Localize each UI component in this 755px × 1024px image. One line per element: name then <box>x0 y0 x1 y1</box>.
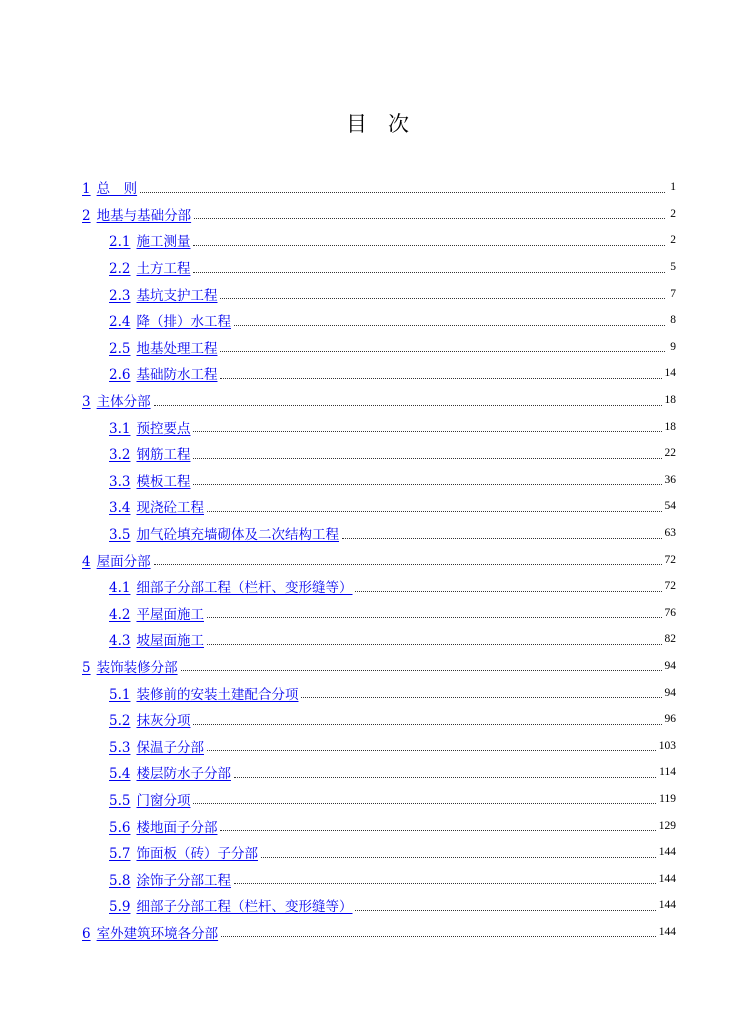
toc-entry <box>82 573 676 600</box>
toc-entry-label: 基坑支护工程 <box>136 287 218 304</box>
toc-entry-link[interactable] <box>109 417 190 437</box>
toc-entry-label: 保温子分部 <box>136 739 204 756</box>
toc-entry-number: 3 <box>82 394 91 411</box>
toc-dot-leader <box>355 579 661 592</box>
toc-page-number: 144 <box>658 846 676 859</box>
toc-dot-leader <box>220 818 655 831</box>
toc-dot-leader <box>234 313 665 326</box>
toc-entry-label: 屋面分部 <box>96 553 151 570</box>
toc-page-number: 14 <box>664 367 676 380</box>
toc-entry-number: 2.3 <box>109 287 131 304</box>
toc-entry-label: 地基处理工程 <box>136 340 218 357</box>
toc-entry <box>82 493 676 520</box>
toc-page-number: 18 <box>664 394 676 407</box>
toc-entry-label: 基础防水工程 <box>136 367 218 384</box>
toc-page-number: 72 <box>664 580 676 593</box>
toc-entry <box>82 759 676 786</box>
toc-entry-link[interactable] <box>109 736 204 756</box>
toc-entry-number: 5.3 <box>109 739 131 756</box>
toc-entry-label: 土方工程 <box>136 261 191 278</box>
toc-entry <box>82 653 676 680</box>
toc-page-number: 7 <box>670 287 676 300</box>
toc-dot-leader <box>154 552 662 565</box>
toc-entry-label: 细部子分部工程（栏杆、变形缝等） <box>136 580 353 597</box>
toc-entry-link[interactable] <box>82 177 137 197</box>
toc-entry-label: 钢筋工程 <box>136 447 191 464</box>
toc-entry-label: 降（排）水工程 <box>136 314 231 331</box>
toc-entry <box>82 679 676 706</box>
toc-entry <box>82 865 676 892</box>
toc-entry-link[interactable] <box>109 310 231 330</box>
toc-page-number: 94 <box>664 686 676 699</box>
toc-entry-number: 3.5 <box>109 527 131 544</box>
toc-entry-number: 5.9 <box>109 899 131 916</box>
toc-entry-link[interactable] <box>109 895 352 915</box>
toc-entry-number: 2 <box>82 207 91 224</box>
toc-entry-link[interactable] <box>109 576 352 596</box>
toc-entry-number: 5.5 <box>109 792 131 809</box>
toc-dot-leader <box>234 871 656 884</box>
toc-entry-number: 3.1 <box>109 420 131 437</box>
toc-entry <box>82 546 676 573</box>
toc-entry-link[interactable] <box>109 470 190 490</box>
toc-page-number: 82 <box>664 633 676 646</box>
toc-dot-leader <box>220 286 665 299</box>
toc-entry <box>82 334 676 361</box>
toc-entry <box>82 732 676 759</box>
toc-entry-label: 楼地面子分部 <box>136 819 218 836</box>
toc-entry <box>82 440 676 467</box>
toc-page-number: 1 <box>670 181 676 194</box>
toc-entry-link[interactable] <box>109 709 190 729</box>
toc-entry <box>82 307 676 334</box>
toc-entry-link[interactable] <box>109 363 217 383</box>
toc-entry-link[interactable] <box>109 789 190 809</box>
toc-entry <box>82 413 676 440</box>
toc-dot-leader <box>193 233 665 246</box>
toc-entry-link[interactable] <box>82 656 178 676</box>
toc-dot-leader <box>234 765 656 778</box>
toc-entry-number: 2.1 <box>109 234 131 251</box>
toc-entry-link[interactable] <box>109 603 204 623</box>
toc-page-number: 94 <box>664 659 676 672</box>
toc-page-number: 144 <box>658 925 676 938</box>
toc-entry <box>82 812 676 839</box>
toc-page-number: 96 <box>664 713 676 726</box>
toc-entry-label: 装修前的安装土建配合分项 <box>136 686 299 703</box>
toc-dot-leader <box>221 924 656 937</box>
toc-dot-leader <box>207 738 656 751</box>
toc-entry-number: 5.6 <box>109 819 131 836</box>
toc-page-number: 36 <box>664 473 676 486</box>
toc-dot-leader <box>193 446 661 459</box>
toc-dot-leader <box>220 339 665 352</box>
toc-entry-label: 细部子分部工程（栏杆、变形缝等） <box>136 899 353 916</box>
toc-page-number: 63 <box>664 527 676 540</box>
toc-entry <box>82 467 676 494</box>
toc-entry <box>82 254 676 281</box>
toc-page-number: 8 <box>670 314 676 327</box>
toc-entry-label: 总 则 <box>96 181 138 198</box>
toc-entry-label: 楼层防水子分部 <box>136 766 231 783</box>
toc-entry <box>82 174 676 201</box>
toc-page-number: 76 <box>664 606 676 619</box>
toc-entry-link[interactable] <box>82 922 218 942</box>
toc-entry-number: 2.6 <box>109 367 131 384</box>
toc-entry <box>82 839 676 866</box>
toc-dot-leader <box>342 526 662 539</box>
toc-page-number: 114 <box>659 766 676 779</box>
toc-dot-leader <box>207 605 662 618</box>
toc-page-number: 18 <box>664 420 676 433</box>
toc-entry-link[interactable] <box>109 869 231 889</box>
toc-entry-number: 4.2 <box>109 606 131 623</box>
toc-dot-leader <box>193 472 661 485</box>
toc-page-number: 9 <box>670 340 676 353</box>
toc-dot-leader <box>194 206 665 219</box>
toc-entry-number: 4.3 <box>109 633 131 650</box>
toc-entry-label: 模板工程 <box>136 473 191 490</box>
toc-entry-label: 预控要点 <box>136 420 191 437</box>
toc-entry-link[interactable] <box>109 523 339 543</box>
toc-entry-label: 现浇砼工程 <box>136 500 204 517</box>
toc-entry-number: 3.4 <box>109 500 131 517</box>
toc-entry <box>82 227 676 254</box>
toc-dot-leader <box>193 419 661 432</box>
toc-entry-number: 5 <box>82 659 91 676</box>
toc-entry-number: 3.3 <box>109 473 131 490</box>
toc-entry <box>82 919 676 946</box>
toc-entry-link[interactable] <box>109 443 190 463</box>
toc-entry-label: 抹灰分项 <box>136 713 191 730</box>
toc-entry-number: 2.5 <box>109 340 131 357</box>
toc-entry-link[interactable] <box>82 390 151 410</box>
toc-dot-leader <box>207 632 662 645</box>
toc-entry-number: 5.2 <box>109 713 131 730</box>
toc-entry-number: 4.1 <box>109 580 131 597</box>
toc-entry-link[interactable] <box>109 629 204 649</box>
toc-entry-link[interactable] <box>109 284 217 304</box>
toc-dot-leader <box>193 260 665 273</box>
toc-entry <box>82 626 676 653</box>
toc-entry-label: 地基与基础分部 <box>96 207 192 224</box>
toc-entry-link[interactable] <box>109 257 190 277</box>
toc-page-number: 103 <box>658 739 676 752</box>
toc-entry-number: 5.4 <box>109 766 131 783</box>
toc-entry-link[interactable] <box>109 842 258 862</box>
toc-entry-number: 6 <box>82 925 91 942</box>
toc-entry-label: 加气砼填充墙砌体及二次结构工程 <box>136 527 339 544</box>
toc-entry-label: 室外建筑环境各分部 <box>96 925 219 942</box>
toc-entry <box>82 387 676 414</box>
toc-page-number: 129 <box>658 819 676 832</box>
toc-entry-link[interactable] <box>109 762 231 782</box>
toc-entry-number: 2.4 <box>109 314 131 331</box>
toc-page-number: 5 <box>670 261 676 274</box>
toc-page-number: 2 <box>670 234 676 247</box>
toc-entry <box>82 201 676 228</box>
toc-entry <box>82 520 676 547</box>
toc-dot-leader <box>181 658 662 671</box>
toc-entry-label: 饰面板（砖）子分部 <box>136 846 258 863</box>
toc-entry-label: 坡屋面施工 <box>136 633 204 650</box>
toc-entry-number: 5.8 <box>109 872 131 889</box>
toc-dot-leader <box>301 685 661 698</box>
toc-entry-link[interactable] <box>109 337 217 357</box>
toc-page-number: 54 <box>664 500 676 513</box>
table-of-contents <box>82 174 676 945</box>
toc-entry-number: 5.1 <box>109 686 131 703</box>
toc-dot-leader <box>220 366 661 379</box>
toc-entry-link[interactable] <box>109 816 217 836</box>
toc-entry-link[interactable] <box>109 230 190 250</box>
toc-dot-leader <box>193 791 656 804</box>
toc-page-number: 144 <box>658 872 676 885</box>
toc-entry <box>82 280 676 307</box>
toc-dot-leader <box>140 180 665 193</box>
toc-entry-number: 4 <box>82 553 91 570</box>
toc-entry-label: 平屋面施工 <box>136 606 204 623</box>
toc-dot-leader <box>355 898 655 911</box>
toc-entry-number: 5.7 <box>109 846 131 863</box>
toc-page-number: 22 <box>664 447 676 460</box>
toc-dot-leader <box>193 712 661 725</box>
toc-page-number: 119 <box>659 792 676 805</box>
toc-dot-leader <box>207 499 662 512</box>
toc-entry <box>82 600 676 627</box>
toc-dot-leader <box>261 845 656 858</box>
toc-page-number: 2 <box>670 207 676 220</box>
toc-entry <box>82 786 676 813</box>
toc-dot-leader <box>154 393 662 406</box>
toc-page-number: 72 <box>664 553 676 566</box>
toc-entry-link[interactable] <box>82 204 191 224</box>
toc-entry-label: 门窗分项 <box>136 792 191 809</box>
toc-entry-link[interactable] <box>109 496 204 516</box>
toc-entry-link[interactable] <box>109 683 298 703</box>
toc-entry-number: 2.2 <box>109 261 131 278</box>
toc-entry <box>82 706 676 733</box>
toc-entry-label: 施工测量 <box>136 234 191 251</box>
toc-page-number: 144 <box>658 899 676 912</box>
toc-entry-number: 3.2 <box>109 447 131 464</box>
toc-entry-label: 涂饰子分部工程 <box>136 872 231 889</box>
toc-entry-link[interactable] <box>82 550 151 570</box>
toc-entry-number: 1 <box>82 181 91 198</box>
page-title: 目 次 <box>346 112 409 136</box>
toc-entry <box>82 892 676 919</box>
toc-entry-label: 主体分部 <box>96 394 151 411</box>
toc-entry-label: 装饰装修分部 <box>96 659 178 676</box>
toc-entry <box>82 360 676 387</box>
